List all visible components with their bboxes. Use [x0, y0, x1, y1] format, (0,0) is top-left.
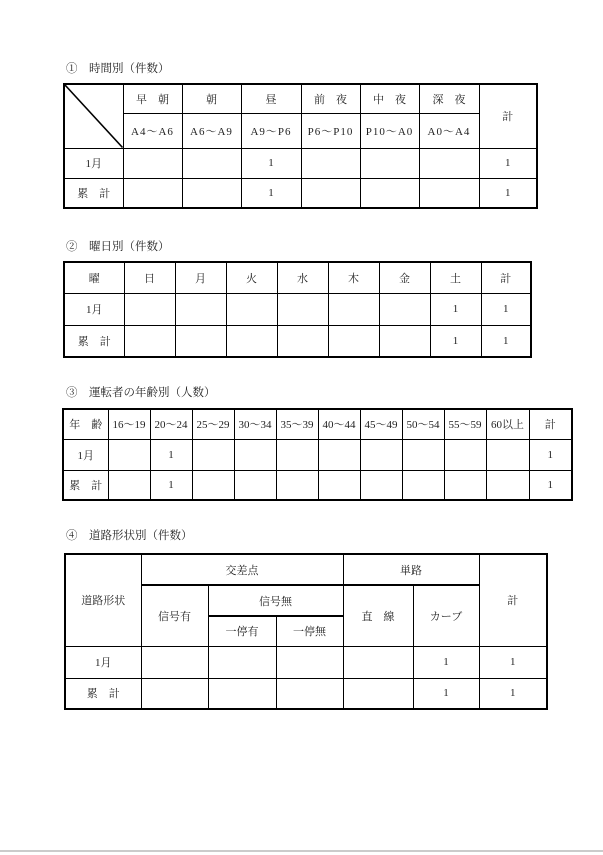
- data-cell: [226, 325, 277, 357]
- data-cell: [301, 148, 360, 178]
- data-cell: [123, 178, 182, 208]
- data-cell: [419, 148, 479, 178]
- data-cell: [360, 148, 419, 178]
- col-header-friday: 金: [379, 262, 430, 293]
- data-cell: [360, 439, 402, 470]
- road-table-header-row-1: [65, 554, 547, 585]
- data-cell: [276, 470, 318, 500]
- data-cell: [234, 439, 276, 470]
- data-cell: 1: [430, 325, 481, 357]
- data-cell: [444, 470, 486, 500]
- col-header-weekday: 曜: [64, 262, 124, 293]
- col-header-straight: 直 線: [343, 585, 413, 646]
- data-cell: 1: [241, 178, 301, 208]
- total-cell: 1: [481, 325, 531, 357]
- total-cell: 1: [481, 293, 531, 325]
- time-table-header-row-2: [64, 113, 537, 148]
- sub-header-signal-no: 信号無: [208, 585, 343, 616]
- age-range-header-9: 55～59: [444, 409, 486, 439]
- data-cell: [141, 646, 208, 678]
- data-cell: [226, 293, 277, 325]
- time-range-header-6: A0～A4: [419, 113, 479, 148]
- data-cell: [419, 178, 479, 208]
- data-cell: 1: [430, 293, 481, 325]
- col-header-total: 計: [479, 554, 547, 646]
- time-table: [63, 83, 538, 209]
- road-shape-table: [64, 553, 548, 710]
- total-cell: 1: [479, 178, 537, 208]
- page-bottom-edge: [0, 850, 603, 852]
- data-cell: [402, 470, 444, 500]
- age-table-header-row: [63, 409, 572, 439]
- age-range-header-5: 35～39: [276, 409, 318, 439]
- data-cell: 1: [150, 470, 192, 500]
- col-header-monday: 月: [175, 262, 226, 293]
- data-cell: [182, 148, 241, 178]
- col-header-stop-no: 一停無: [276, 616, 343, 646]
- data-cell: [486, 470, 529, 500]
- age-range-header-6: 40～44: [318, 409, 360, 439]
- total-cell: 1: [529, 439, 572, 470]
- diagonal-corner-cell: [64, 84, 123, 148]
- age-range-header-8: 50～54: [402, 409, 444, 439]
- row-label-january: 1月: [64, 293, 124, 325]
- data-cell: [379, 325, 430, 357]
- data-cell: [301, 178, 360, 208]
- data-cell: [444, 439, 486, 470]
- group-header-single-road: 単路: [343, 554, 479, 585]
- table-row: [64, 148, 537, 178]
- col-header-road-shape: 道路形状: [65, 554, 141, 646]
- data-cell: 1: [241, 148, 301, 178]
- data-cell: [276, 646, 343, 678]
- col-header-total: 計: [529, 409, 572, 439]
- weekday-table-header-row: [64, 262, 531, 293]
- data-cell: [123, 148, 182, 178]
- data-cell: [379, 293, 430, 325]
- data-cell: 1: [413, 678, 479, 709]
- data-cell: [277, 293, 328, 325]
- data-cell: [234, 470, 276, 500]
- age-table: [62, 408, 573, 501]
- age-range-header-4: 30～34: [234, 409, 276, 439]
- data-cell: [343, 678, 413, 709]
- data-cell: [208, 646, 276, 678]
- row-label-january: 1月: [64, 148, 123, 178]
- col-header-total: 計: [479, 84, 537, 148]
- section-title-weekday: ② 曜日別（件数）: [66, 241, 170, 253]
- table-row: [65, 646, 547, 678]
- data-cell: [343, 646, 413, 678]
- col-header-curve: カーブ: [413, 585, 479, 646]
- age-range-header-10: 60以上: [486, 409, 529, 439]
- table-row: [63, 470, 572, 500]
- data-cell: [276, 439, 318, 470]
- total-cell: 1: [479, 148, 537, 178]
- age-range-header-1: 16～19: [108, 409, 150, 439]
- col-header-sunday: 日: [124, 262, 175, 293]
- row-label-cumulative: 累 計: [64, 178, 123, 208]
- table-row: [64, 178, 537, 208]
- col-header-early-night: 前 夜: [301, 84, 360, 113]
- section-title-age: ③ 運転者の年齢別（人数）: [66, 387, 216, 399]
- table-row: [65, 678, 547, 709]
- data-cell: [276, 678, 343, 709]
- data-cell: [402, 439, 444, 470]
- age-range-header-7: 45～49: [360, 409, 402, 439]
- data-cell: [318, 439, 360, 470]
- total-cell: 1: [529, 470, 572, 500]
- data-cell: [318, 470, 360, 500]
- data-cell: 1: [150, 439, 192, 470]
- data-cell: [182, 178, 241, 208]
- time-table-header-row-1: [64, 84, 537, 113]
- table-row: [63, 439, 572, 470]
- col-header-daytime: 昼: [241, 84, 301, 113]
- data-cell: [208, 678, 276, 709]
- col-header-late-night: 深 夜: [419, 84, 479, 113]
- weekday-table: [63, 261, 532, 358]
- col-header-mid-night: 中 夜: [360, 84, 419, 113]
- data-cell: [360, 178, 419, 208]
- data-cell: 1: [413, 646, 479, 678]
- age-range-header-2: 20～24: [150, 409, 192, 439]
- data-cell: [124, 325, 175, 357]
- row-label-cumulative: 累 計: [63, 470, 108, 500]
- col-header-tuesday: 火: [226, 262, 277, 293]
- age-range-header-3: 25～29: [192, 409, 234, 439]
- row-label-cumulative: 累 計: [64, 325, 124, 357]
- data-cell: [175, 293, 226, 325]
- col-header-total: 計: [481, 262, 531, 293]
- data-cell: [192, 439, 234, 470]
- col-header-age: 年 齢: [63, 409, 108, 439]
- data-cell: [175, 325, 226, 357]
- table-row: [64, 293, 531, 325]
- col-header-signal-yes: 信号有: [141, 585, 208, 646]
- row-label-january: 1月: [63, 439, 108, 470]
- col-header-thursday: 木: [328, 262, 379, 293]
- total-cell: 1: [479, 678, 547, 709]
- time-range-header-2: A6～A9: [182, 113, 241, 148]
- data-cell: [124, 293, 175, 325]
- row-label-cumulative: 累 計: [65, 678, 141, 709]
- data-cell: [108, 470, 150, 500]
- total-cell: 1: [479, 646, 547, 678]
- time-range-header-1: A4～A6: [123, 113, 182, 148]
- group-header-intersection: 交差点: [141, 554, 343, 585]
- col-header-morning: 朝: [182, 84, 241, 113]
- time-range-header-4: P6～P10: [301, 113, 360, 148]
- data-cell: [192, 470, 234, 500]
- time-range-header-5: P10～A0: [360, 113, 419, 148]
- col-header-wednesday: 水: [277, 262, 328, 293]
- col-header-early-morning: 早 朝: [123, 84, 182, 113]
- time-range-header-3: A9～P6: [241, 113, 301, 148]
- data-cell: [277, 325, 328, 357]
- data-cell: [360, 470, 402, 500]
- row-label-january: 1月: [65, 646, 141, 678]
- diagonal-line-icon: [65, 85, 123, 148]
- data-cell: [486, 439, 529, 470]
- data-cell: [328, 293, 379, 325]
- data-cell: [108, 439, 150, 470]
- col-header-saturday: 土: [430, 262, 481, 293]
- table-row: [64, 325, 531, 357]
- col-header-stop-yes: 一停有: [208, 616, 276, 646]
- data-cell: [328, 325, 379, 357]
- data-cell: [141, 678, 208, 709]
- section-title-road: ④ 道路形状別（件数）: [66, 530, 193, 542]
- section-title-time: ① 時間別（件数）: [66, 63, 170, 75]
